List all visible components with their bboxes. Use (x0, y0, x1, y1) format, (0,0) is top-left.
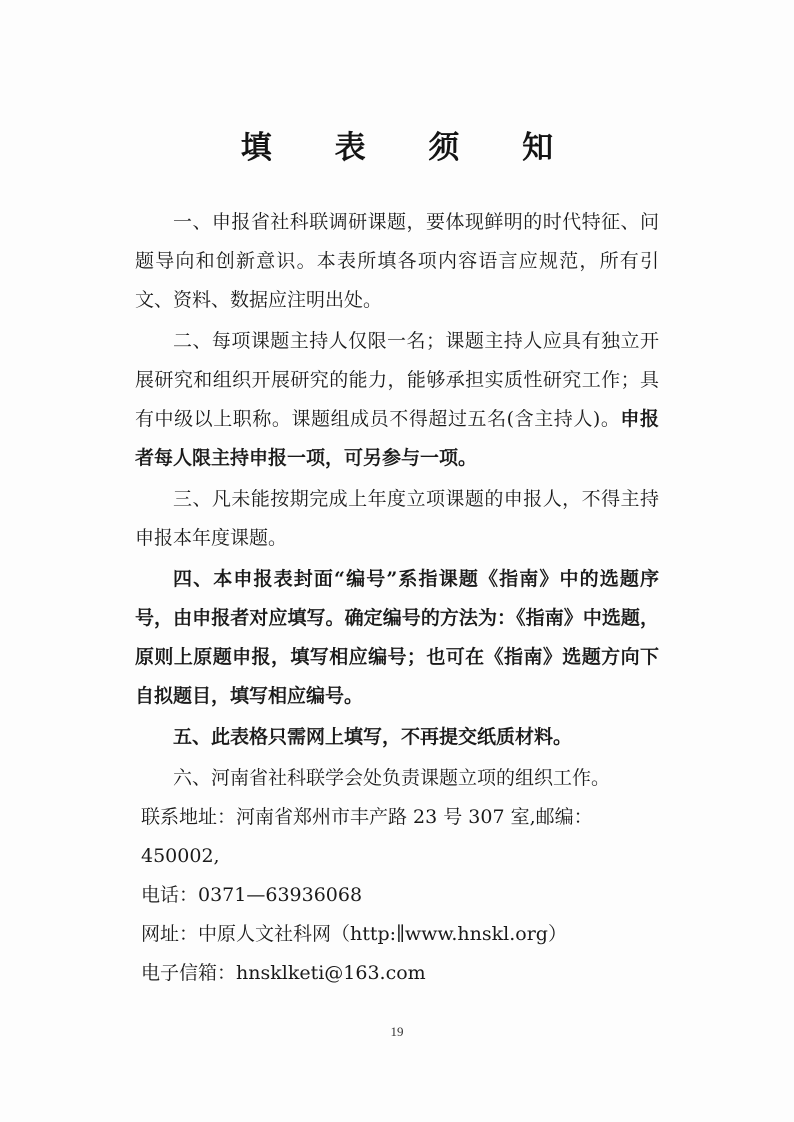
instruction-item-2-emphasis: 申报者每人限主持申报一项，可另参与一项。 (135, 408, 659, 469)
instruction-item-6: 六、河南省社科联学会处负责课题立项的组织工作。 (173, 767, 611, 789)
instructions-body (135, 203, 659, 993)
contact-phone: 电话：0371—63936068 (141, 884, 363, 906)
instruction-item-2-text: 二、每项课题主持人仅限一名；课题主持人应具有独立开展研究和组织开展研究的能力，能够承担实质性研究工作；具有中级以上职称。课题组成员不得超过五名(含主持人)。 (135, 330, 659, 430)
instruction-item-2 (135, 322, 659, 478)
page-title: 填 表 须 知 (240, 130, 580, 166)
contact-website: 网址：中原人文社科网（http:∥www.hnskl.org） (141, 923, 567, 945)
instruction-item-5: 五、此表格只需网上填写，不再提交纸质材料。 (173, 726, 573, 748)
contact-address: 联系地址：河南省郑州市丰产路 23 号 307 室,邮编：450002, (141, 806, 593, 867)
page-number: 19 (390, 1024, 404, 1039)
instruction-item-4: 四、本申报表封面“编号”系指课题《指南》中的选题序号，由申报者对应填写。确定编号的方法为：《指南》中选题，原则上原题申报，填写相应编号；也可在《指南》选题方向下自拟题目，填写相应编号。 (135, 568, 659, 707)
instruction-item-3: 三、凡未能按期完成上年度立项课题的申报人，不得主持申报本年度课题。 (135, 488, 659, 549)
instruction-item-1: 一、申报省社科联调研课题，要体现鲜明的时代特征、问题导向和创新意识。本表所填各项内容语言应规范，所有引文、资料、数据应注明出处。 (135, 211, 659, 311)
contact-email: 电子信箱：hnsklketi@163.com (141, 962, 426, 984)
